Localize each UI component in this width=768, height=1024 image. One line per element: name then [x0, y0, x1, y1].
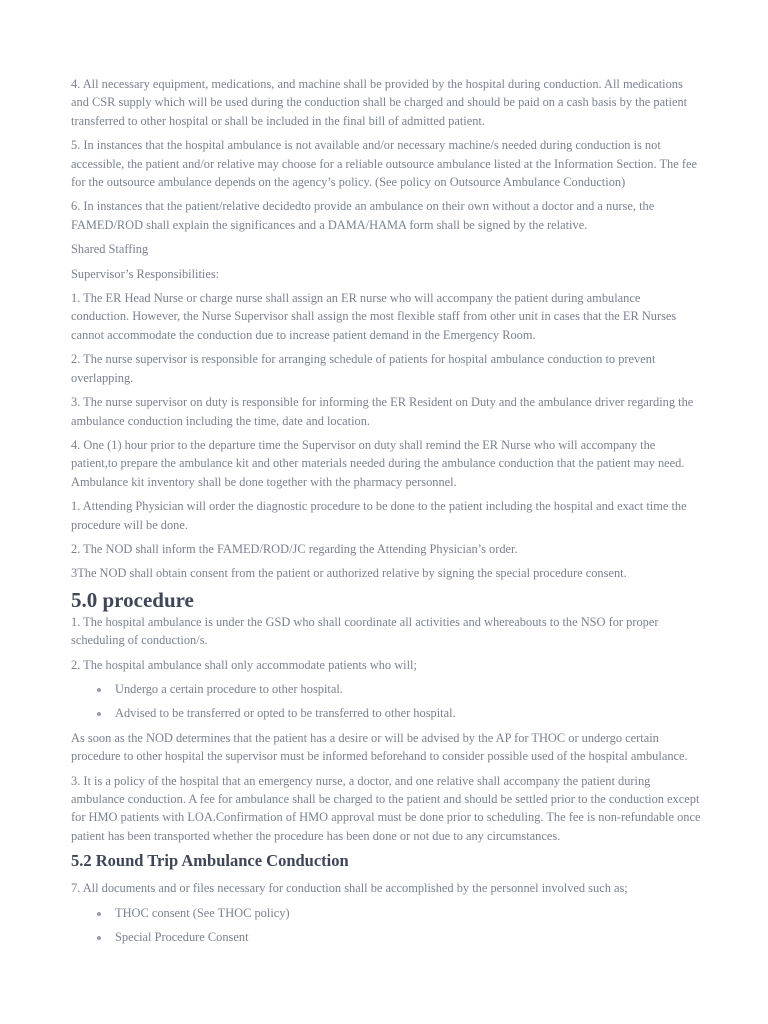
paragraph: 2. The nurse supervisor is responsible for arranging schedule of patients for hospital ambulance conduction to prevent overlapping.: [71, 352, 656, 385]
paragraph: 2. The hospital ambulance shall only accommodate patients who will;: [71, 657, 417, 672]
list-item-text: Special Procedure Consent: [115, 930, 249, 945]
paragraph: 1. The ER Head Nurse or charge nurse shall assign an ER nurse who will accompany the patient during ambulance conduction. However, the Nurse Supervisor shall assign the most flexible staff from other unit in cases that the ER Nurses cannot accommodate the conduction due to increase patient demand in the Emergency Room.: [71, 291, 677, 342]
section-label-supervisor-responsibilities: Supervisor’s Responsibilities:: [71, 266, 220, 281]
paragraph: 3The NOD shall obtain consent from the patient or authorized relative by signing the special procedure consent.: [71, 566, 627, 581]
list-item: [71, 704, 701, 722]
heading-procedure: 5.0 procedure: [71, 587, 194, 612]
list-item: [71, 928, 701, 946]
paragraph: 4. One (1) hour prior to the departure time the Supervisor on duty shall remind the ER Nurse who will accompany the patient,to prepare the ambulance kit and other materials needed during the ambulance conduction that the patient may need. Ambulance kit inventory shall be done together with the pharmacy personnel.: [71, 437, 685, 489]
bullet-list-documents: [71, 904, 701, 947]
bullet-icon: [97, 936, 101, 940]
paragraph: 2. The NOD shall inform the FAMED/ROD/JC regarding the Attending Physician’s order.: [71, 541, 518, 556]
bullet-icon: [97, 912, 101, 916]
bullet-icon: [97, 688, 101, 692]
bullet-icon: [97, 712, 101, 716]
list-item: [71, 680, 701, 698]
paragraph: 7. All documents and or files necessary for conduction shall be accomplished by the personnel involved such as;: [71, 881, 628, 896]
paragraph: 1. Attending Physician will order the diagnostic procedure to be done to the patient including the hospital and exact time the procedure will be done.: [71, 499, 687, 532]
heading-round-trip: 5.2 Round Trip Ambulance Conduction: [71, 851, 349, 871]
bullet-list-patients: [71, 680, 701, 723]
paragraph: 3. The nurse supervisor on duty is responsible for informing the ER Resident on Duty and the ambulance driver regarding the ambulance conduction including the time, date and location.: [71, 395, 694, 428]
list-item-text: Undergo a certain procedure to other hospital.: [115, 681, 343, 696]
list-item-text: THOC consent (See THOC policy): [115, 905, 290, 920]
list-item-text: Advised to be transferred or opted to be transferred to other hospital.: [115, 706, 456, 721]
paragraph: 4. All necessary equipment, medications, and machine shall be provided by the hospital during conduction. All medications and CSR supply which will be used during the conduction shall be charged and should be paid on a cash basis by the patient transferred to other hospital or shall be included in the final bill of admitted patient.: [71, 77, 688, 128]
list-item: [71, 904, 701, 922]
section-label-shared-staffing: Shared Staffing: [71, 242, 149, 257]
paragraph: 5. In instances that the hospital ambulance is not available and/or necessary machine/s needed during conduction is not accessible, the patient and/or relative may choose for a reliable outsource ambulance listed at the Information Section. The fee for the outsource ambulance depends on the agency’s policy. (See policy on Outsource Ambulance Conduction): [71, 138, 697, 190]
paragraph: 1. The hospital ambulance is under the GSD who shall coordinate all activities and whereabouts to the NSO for proper scheduling of conduction/s.: [71, 614, 659, 648]
paragraph: 6. In instances that the patient/relative decidedto provide an ambulance on their own without a doctor and a nurse, the FAMED/ROD shall explain the significances and a DAMA/HAMA form shall be signed by the relative.: [71, 199, 655, 232]
document-body: [71, 75, 701, 952]
paragraph: 3. It is a policy of the hospital that an emergency nurse, a doctor, and one relative shall accompany the patient during ambulance conduction. A fee for ambulance shall be charged to the patient and should be settled prior to the conduction except for HMO patients with LOA.Confirmation of HMO approval must be done prior to scheduling. The fee is non-refundable once patient has been transported whether the procedure has been done or not due to any circumstances.: [71, 773, 701, 843]
paragraph: As soon as the NOD determines that the patient has a desire or will be advised by the AP for THOC or undergo certain procedure to other hospital the supervisor must be informed beforehand to consider possible used of the hospital ambulance.: [71, 730, 688, 764]
